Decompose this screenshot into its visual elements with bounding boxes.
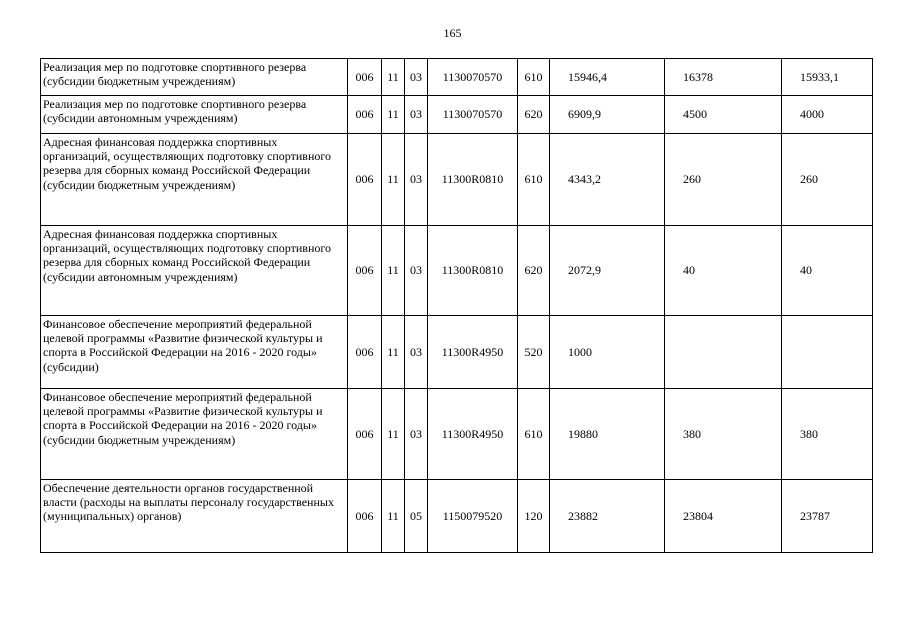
cell-year-3: 15933,1	[782, 59, 873, 96]
cell-pr: 03	[405, 96, 428, 134]
cell-csr: 1130070570	[428, 96, 518, 134]
cell-grbs: 006	[348, 226, 382, 316]
cell-name: Обеспечение деятельности органов государственной власти (расходы на выплаты персоналу государственных (муниципальных) органов)	[41, 480, 348, 553]
table-row	[41, 389, 873, 480]
cell-pr: 03	[405, 389, 428, 480]
cell-year-3: 260	[782, 134, 873, 226]
cell-grbs: 006	[348, 134, 382, 226]
cell-year-3	[782, 316, 873, 389]
table-row	[41, 134, 873, 226]
cell-year-1: 19880	[550, 389, 665, 480]
cell-vr: 620	[518, 226, 550, 316]
cell-name: Финансовое обеспечение мероприятий федеральной целевой программы «Развитие физической культуры и спорта в Российской Федерации на 2016 - 2020 годы» (субсидии бюджетным учреждениям)	[41, 389, 348, 480]
cell-rz: 11	[382, 96, 405, 134]
cell-name: Финансовое обеспечение мероприятий федеральной целевой программы «Развитие физической культуры и спорта в Российской Федерации на 2016 - 2020 годы» (субсидии)	[41, 316, 348, 389]
cell-pr: 03	[405, 226, 428, 316]
table-row	[41, 226, 873, 316]
table-row	[41, 316, 873, 389]
cell-csr: 11300R4950	[428, 389, 518, 480]
table-row	[41, 480, 873, 553]
cell-csr: 1130070570	[428, 59, 518, 96]
cell-year-3: 40	[782, 226, 873, 316]
cell-name: Реализация мер по подготовке спортивного резерва (субсидии бюджетным учреждениям)	[41, 59, 348, 96]
cell-name: Адресная финансовая поддержка спортивных организаций, осуществляющих подготовку спортивного резерва для сборных команд Российской Федерации (субсидии бюджетным учреждениям)	[41, 134, 348, 226]
cell-year-1: 6909,9	[550, 96, 665, 134]
cell-year-2	[665, 316, 782, 389]
table-row	[41, 59, 873, 96]
cell-year-3: 4000	[782, 96, 873, 134]
table-row	[41, 96, 873, 134]
cell-year-3: 23787	[782, 480, 873, 553]
cell-csr: 11300R0810	[428, 226, 518, 316]
cell-pr: 05	[405, 480, 428, 553]
cell-pr: 03	[405, 59, 428, 96]
cell-year-2: 40	[665, 226, 782, 316]
cell-year-1: 23882	[550, 480, 665, 553]
cell-grbs: 006	[348, 389, 382, 480]
cell-pr: 03	[405, 134, 428, 226]
cell-year-1: 1000	[550, 316, 665, 389]
cell-grbs: 006	[348, 480, 382, 553]
budget-table	[40, 58, 873, 553]
cell-csr: 11300R4950	[428, 316, 518, 389]
cell-rz: 11	[382, 226, 405, 316]
cell-vr: 610	[518, 59, 550, 96]
cell-rz: 11	[382, 480, 405, 553]
cell-vr: 120	[518, 480, 550, 553]
cell-year-1: 15946,4	[550, 59, 665, 96]
cell-year-2: 23804	[665, 480, 782, 553]
cell-pr: 03	[405, 316, 428, 389]
cell-year-2: 380	[665, 389, 782, 480]
cell-rz: 11	[382, 134, 405, 226]
cell-grbs: 006	[348, 96, 382, 134]
cell-year-3: 380	[782, 389, 873, 480]
cell-grbs: 006	[348, 59, 382, 96]
cell-csr: 11300R0810	[428, 134, 518, 226]
cell-rz: 11	[382, 389, 405, 480]
cell-grbs: 006	[348, 316, 382, 389]
cell-year-2: 16378	[665, 59, 782, 96]
cell-vr: 610	[518, 134, 550, 226]
cell-csr: 1150079520	[428, 480, 518, 553]
cell-vr: 620	[518, 96, 550, 134]
cell-year-2: 260	[665, 134, 782, 226]
cell-name: Адресная финансовая поддержка спортивных организаций, осуществляющих подготовку спортивного резерва для сборных команд Российской Федерации (субсидии автономным учреждениям)	[41, 226, 348, 316]
cell-year-1: 4343,2	[550, 134, 665, 226]
page-number: 165	[443, 26, 462, 40]
cell-vr: 610	[518, 389, 550, 480]
cell-vr: 520	[518, 316, 550, 389]
cell-year-1: 2072,9	[550, 226, 665, 316]
cell-rz: 11	[382, 59, 405, 96]
cell-name: Реализация мер по подготовке спортивного резерва (субсидии автономным учреждениям)	[41, 96, 348, 134]
cell-rz: 11	[382, 316, 405, 389]
cell-year-2: 4500	[665, 96, 782, 134]
